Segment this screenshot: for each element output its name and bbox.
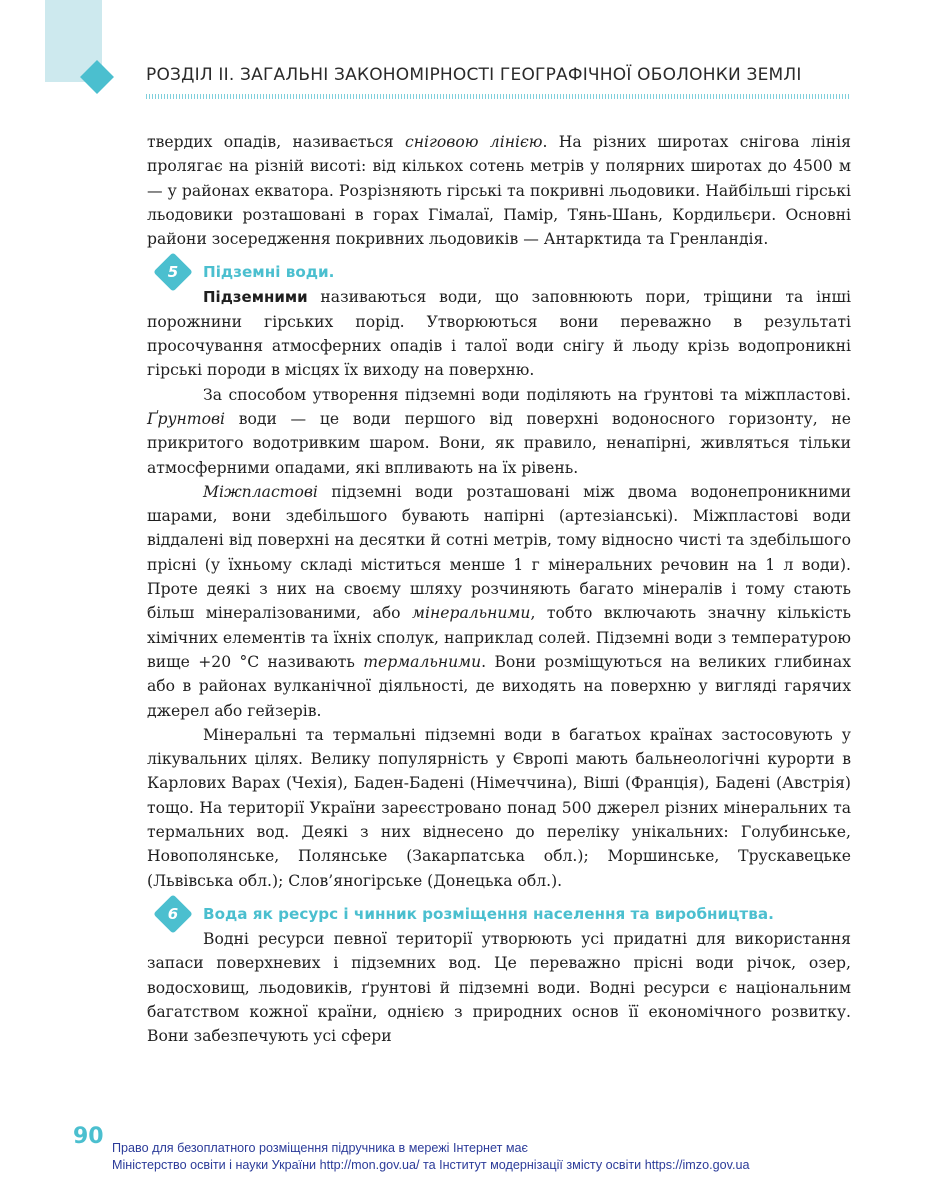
section-number: 6 (167, 904, 179, 923)
section-number-diamond-icon (159, 258, 187, 286)
section-number-diamond-icon (159, 900, 187, 928)
main-text (147, 130, 851, 1048)
chapter-title: РОЗДІЛ ІІ. ЗАГАЛЬНІ ЗАКОНОМІРНОСТІ ГЕОГРАФІЧНОЇ ОБОЛОНКИ ЗЕМЛІ (146, 65, 802, 85)
intro-text-2: . На різних широтах снігова лінія пролягає на різній висоті: від кількох сотень метрів у полярних широтах до 4500 м — у районах екватора. Розрізняють гірські та покривні льодовики. Найбільші гірські льодовики розташовані в горах Гімалаї, Памір, Тянь-Шань, Кордильєри. Основні райони зосередження покривних льодовиків — Антарктида та Гренландія. (147, 133, 851, 249)
footer-line-1: Право для безоплатного розміщення підручника в мережі Інтернет має (112, 1141, 528, 1155)
intro-text: твердих опадів, називається (147, 133, 405, 151)
term-underground: Підземними (203, 288, 308, 307)
paragraph-text-3: . Вони розміщуються на великих глибинах або в районах вулканічної діяльності, де виходять на поверхню у вигляді гарячих джерел або гейзерів. (147, 652, 851, 720)
section-number: 5 (167, 263, 179, 282)
section-5-paragraph-1 (147, 285, 851, 382)
term-snow-line: сніговою лінією (404, 133, 543, 151)
term-interstratal: Міжпластові (203, 482, 318, 501)
paragraph-text: підземні води розташовані між двома водонепроникними шарами, вони здебільшого бувають напірні (артезіанські). Міжпластові води віддалені від поверхні на десятки й сотні метрів, тому відносно чисті та здебільшого прісні (у їхньому складі міститься менше 1 г мінеральних речовин на 1 л води). Проте деякі з них на своєму шляху розчиняють багато мінералів і тому стають більш мінералізованими, або (147, 482, 851, 623)
footer-line-2: Міністерство освіти і науки України http://mon.gov.ua/ та Інститут модернізації змісту освіти https://imzo.gov.ua (112, 1158, 750, 1172)
intro-paragraph (147, 130, 851, 251)
page-number: 90 (73, 1124, 104, 1149)
copyright-footer (112, 1140, 902, 1174)
paragraph-text: називаються води, що заповнюють пори, тріщини та інші порожнини гірських порід. Утворюються вони переважно в результаті просочування атмосферних опадів і талої води снігу й льоду крізь водопроникні гірські породи в місцях їх виходу на поверхню. (147, 288, 851, 380)
section-6-heading (147, 903, 851, 925)
paragraph-text-2: води — це води першого від поверхні водоносного горизонту, не прикритого водотривким шаром. Вони, як правило, ненапірні, живляться тільки атмосферними опадами, які впливають на їх рівень. (147, 409, 851, 477)
section-6-title: Вода як ресурс і чинник розміщення населення та виробництва. (203, 904, 774, 923)
header-dotted-rule (146, 94, 850, 99)
paragraph-text: За способом утворення підземні води поділяють на ґрунтові та міжпластові. (203, 385, 851, 404)
term-thermal: термальними (363, 652, 482, 671)
section-5-paragraph-4: Мінеральні та термальні підземні води в багатьох країнах застосовують у лікувальних цілях. Велику популярність у Європі мають бальнеологічні курорти в Карлових Варах (Чехія), Баден-Бадені (Німеччина), Віші (Франція), Бадені (Австрія) тощо. На території України зареєстровано понад 500 джерел різних мінеральних та термальних вод. Деякі з них віднесено до переліку унікальних: Голубинське, Новополянське, Полянське (Закарпатська обл.); Моршинське, Трускавецьке (Львівська обл.); Слов’яногірське (Донецька обл.). (147, 725, 851, 890)
section-6-paragraph-1: Водні ресурси певної території утворюють усі придатні для використання запаси поверхневих і підземних вод. Це переважно прісні води річок, озер, водосховищ, льодовиків, ґрунтові й підземні води. Водні ресурси є національним багатством кожної країни, однією з природних основ її економічного розвитку. Вони забезпечують усі сфери (147, 929, 851, 1046)
term-ground-water: Ґрунтові (147, 409, 226, 428)
term-mineral: мінеральними (412, 604, 531, 623)
section-5-heading (147, 261, 851, 283)
section-5-title: Підземні води. (203, 263, 335, 282)
section-5-paragraph-3 (147, 480, 851, 723)
paragraph-text-2: , тобто включають значну кількість хімічних елементів та їхніх сполук, наприклад солей. Підземні води з температурою вище +20 °С називають (147, 604, 851, 671)
section-5-paragraph-2 (147, 383, 851, 480)
